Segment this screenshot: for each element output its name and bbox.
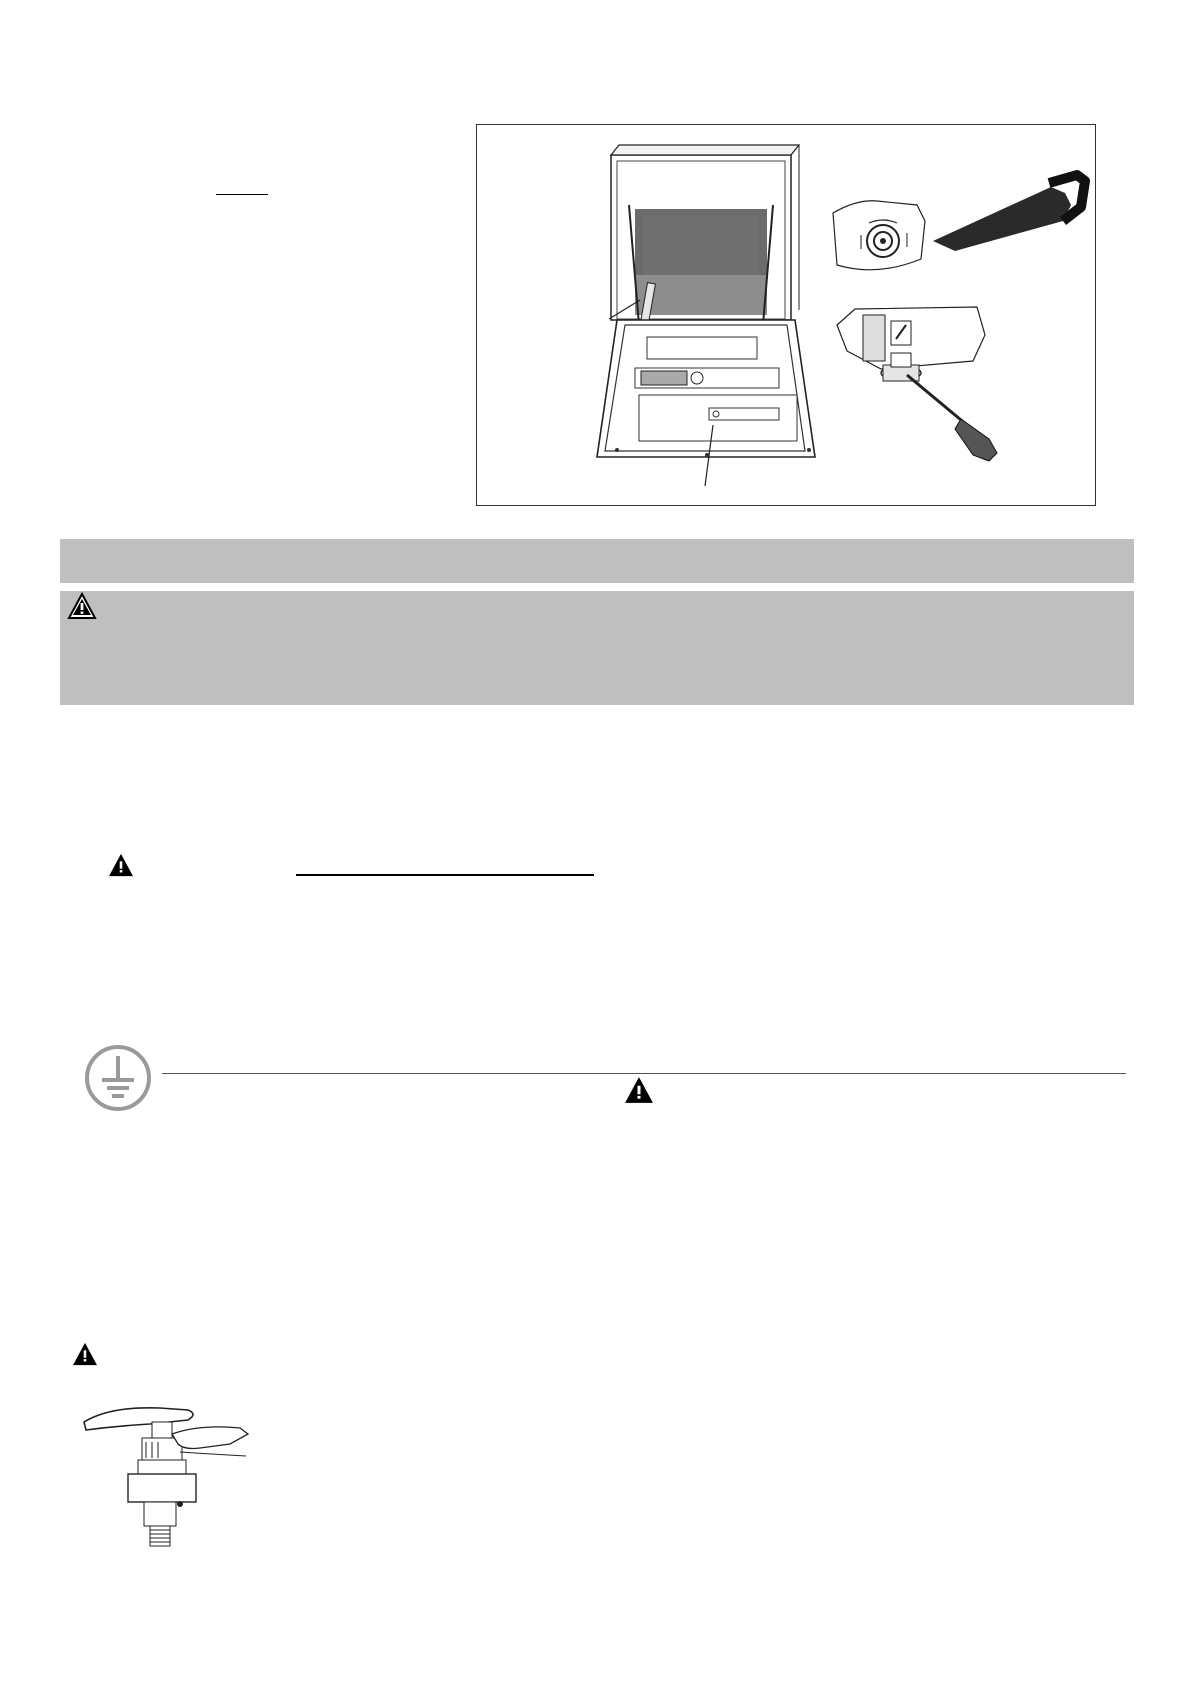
dishwasher-open-icon [597,145,815,486]
screwdriver-adjust-icon [837,307,997,461]
section-header-bar [60,539,1134,583]
section-rule [162,1073,1126,1074]
warning-box [60,591,1134,705]
faucet-connector-icon [80,1400,250,1560]
warning-triangle-icon [108,853,134,877]
protective-earth-icon [84,1044,152,1112]
heading-underline [296,874,594,876]
warning-triangle-icon [72,1342,98,1366]
installation-figure [476,124,1096,506]
top-left-underline [216,194,268,195]
warning-triangle-icon [624,1076,654,1104]
hex-key-adjuster-icon [833,175,1085,270]
warning-triangle-icon [68,593,96,619]
dishwasher-illustration [477,125,1097,507]
